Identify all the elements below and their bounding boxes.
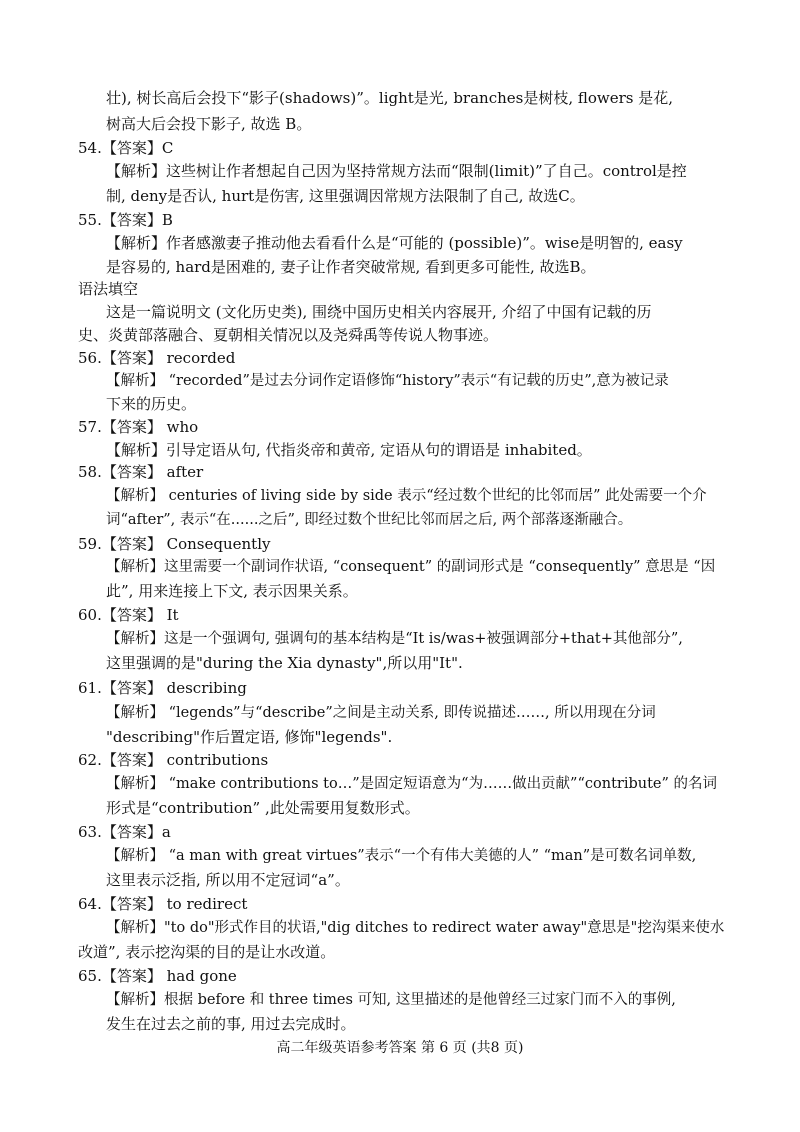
q61-explanation-line-1: 【解析】 “legends”与“describe”之间是主动关系, 即传说描述……, 所以用现在分词 [106,705,656,721]
q61-answer-heading: 61.【答案】 describing [78,679,247,697]
q54-answer-heading: 54.【答案】C [78,139,174,157]
q64-explanation-line-2: 改道”, 表示挖沟渠的目的是让水改道。 [78,943,336,961]
intro-line-1: 这是一篇说明文 (文化历史类), 围绕中国历史相关内容展开, 介绍了中国有记载的历 [106,303,652,321]
q59-explanation-line-1: 【解析】这里需要一个副词作状语, “consequent” 的副词形式是 “consequently” 意思是 “因 [106,559,716,575]
q56-explanation-line-1: 【解析】 “recorded”是过去分词作定语修饰“history”表示“有记载的历史”,意为被记录 [106,373,669,389]
q65-explanation-line-2: 发生在过去之前的事, 用过去完成时。 [106,1015,356,1033]
q62-explanation-line-1: 【解析】 “make contributions to…”是固定短语意为“为……做出贡献”“contribute” 的名词 [106,776,718,792]
continuation-line-1: 壮), 树长高后会投下“影子(shadows)”。light是光, branches是树枝, flowers 是花, [106,89,674,107]
q65-answer-heading: 65.【答案】 had gone [78,967,237,985]
q60-answer-heading: 60.【答案】 It [78,606,179,624]
q56-explanation-line-2: 下来的历史。 [106,395,197,413]
q58-explanation-line-2: 词“after”, 表示“在......之后”, 即经过数个世纪比邻而居之后, 两个部落逐渐融合。 [106,512,633,528]
q57-answer-heading: 57.【答案】 who [78,418,199,436]
q54-explanation-line-1: 【解析】这些树让作者想起自己因为坚持常规方法而“限制(limit)”了自己。control是控 [106,162,687,180]
page-footer: 高二年级英语参考答案 第 6 页 (共8 页) [276,1040,524,1056]
q63-answer-heading: 63.【答案】a [78,823,171,841]
q55-explanation-line-1: 【解析】作者感激妻子推动他去看看什么是“可能的 (possible)”。wise是明智的, easy [106,234,683,252]
q59-answer-heading: 59.【答案】 Consequently [78,535,271,553]
q65-explanation-line-1: 【解析】根据 before 和 three times 可知, 这里描述的是他曾经三过家门而不入的事例, [106,992,676,1008]
q64-answer-heading: 64.【答案】 to redirect [78,895,248,913]
section-heading: 语法填空 [78,280,139,298]
q57-explanation-line-1: 【解析】引导定语从句, 代指炎帝和黄帝, 定语从句的谓语是 inhabited。 [106,441,592,459]
q56-answer-heading: 56.【答案】 recorded [78,349,236,367]
continuation-line-2: 树高大后会投下影子, 故选 B。 [106,115,312,133]
q61-explanation-line-2: "describing"作后置定语, 修饰"legends". [106,728,393,746]
q55-explanation-line-2: 是容易的, hard是困难的, 妻子让作者突破常规, 看到更多可能性, 故选B。 [106,258,596,276]
q60-explanation-line-2: 这里强调的是"during the Xia dynasty",所以用"It". [106,654,463,672]
q59-explanation-line-2: 此”, 用来连接上下文, 表示因果关系。 [106,582,358,600]
q62-explanation-line-2: 形式是“contribution” ,此处需要用复数形式。 [106,799,420,817]
q63-explanation-line-2: 这里表示泛指, 所以用不定冠词“a”。 [106,871,350,889]
q58-explanation-line-1: 【解析】 centuries of living side by side 表示“经过数个世纪的比邻而居” 此处需要一个介 [106,488,707,504]
q60-explanation-line-1: 【解析】这是一个强调句, 强调句的基本结构是“It is/was+被强调部分+that+其他部分”, [106,631,683,647]
q62-answer-heading: 62.【答案】 contributions [78,751,269,769]
q54-explanation-line-2: 制, deny是否认, hurt是伤害, 这里强调因常规方法限制了自己, 故选C。 [106,187,585,205]
q58-answer-heading: 58.【答案】 after [78,463,204,481]
intro-line-2: 史、炎黄部落融合、夏朝相关情况以及尧舜禹等传说人物事迹。 [78,326,499,344]
q55-answer-heading: 55.【答案】B [78,211,173,229]
q63-explanation-line-1: 【解析】 “a man with great virtues”表示“一个有伟大美德的人” “man”是可数名词单数, [106,848,697,864]
q64-explanation-line-1: 【解析】"to do"形式作目的状语,"dig ditches to redirect water away"意思是"挖沟渠来使水 [106,920,725,936]
